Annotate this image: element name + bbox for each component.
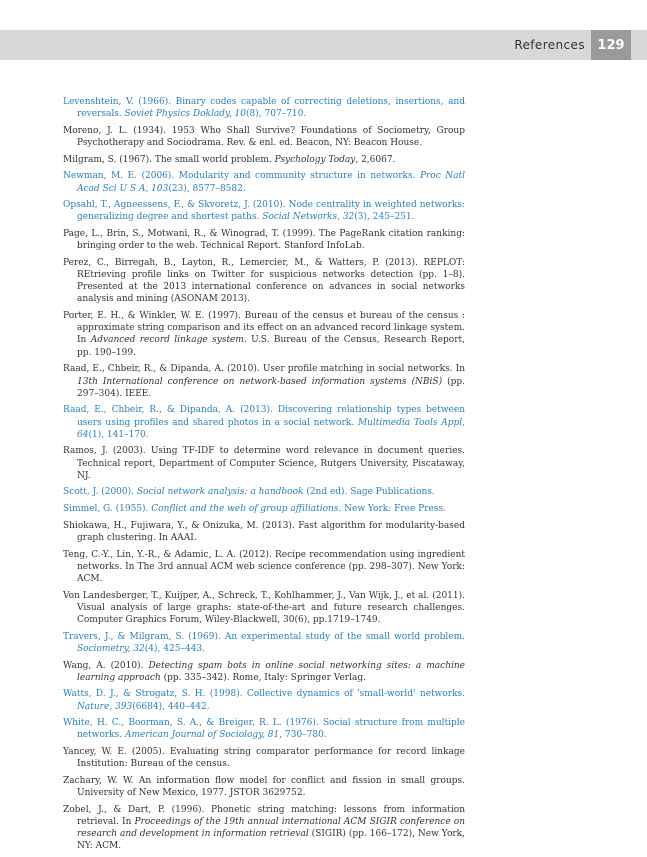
reference-pre-text: Travers, J., & Milgram, S. (1969). An experimental study of the small world problem. — [63, 631, 465, 642]
reference-pre-text: Opsahl, T., Agneessens, F., & Skvoretz, J. (2010). Node centrality in weighted networks: generalizing degree and shortest paths. — [63, 200, 465, 223]
reference-post-text: (8), 707–710. — [246, 109, 307, 120]
reference-entry — [63, 520, 465, 544]
reference-entry — [63, 154, 465, 166]
reference-entry[interactable] — [63, 404, 465, 440]
reference-pre-text: Watts, D. J., & Strogatz, S. H. (1998). Collective dynamics of 'small-world' networks. — [63, 689, 465, 700]
reference-pre-text: White, H. C., Boorman, S. A., & Breiger, R. L. (1976). Social structure from multiple networks. — [63, 718, 465, 741]
reference-post-text: (23), 8577–8582. — [168, 183, 246, 194]
reference-post-text: (SIGIR) (pp. 166–172), New York, NY: ACM. — [77, 829, 465, 852]
reference-pre-text: Levenshtein, V. (1966). Binary codes capable of correcting deletions, insertions, and reversals. — [63, 97, 465, 120]
reference-em-text: American Journal of Sociology, 81 — [124, 730, 280, 741]
reference-entry — [63, 257, 465, 306]
reference-post-text: (1), 141–170. — [88, 429, 149, 440]
reference-entry[interactable] — [63, 717, 465, 741]
running-title: References — [514, 38, 585, 52]
reference-entry[interactable] — [63, 199, 465, 223]
reference-entry[interactable] — [63, 170, 465, 194]
reference-pre-text: Zachary, W. W. An information flow model for conflict and fission in small groups. University of New Mexico, 1977. JSTOR 3629752. — [63, 775, 465, 799]
reference-pre-text: Zobel, J., & Dart, P. (1996). Phonetic string matching: lessons from information retrieval. In — [63, 804, 465, 827]
reference-post-text: (6684), 440–442. — [132, 701, 210, 712]
reference-entry[interactable] — [63, 631, 465, 655]
reference-pre-text: Newman, M. E. (2006). Modularity and community structure in networks. — [63, 171, 420, 182]
reference-entry[interactable] — [63, 96, 465, 120]
reference-entry — [63, 549, 465, 585]
reference-em-text: Detecting spam bots in online social networking sites: a machine learning approach — [77, 660, 465, 683]
reference-em-text: Conflict and the web of group affiliations — [151, 504, 339, 515]
reference-em-text: Multimedia Tools Appl, 64 — [77, 417, 466, 440]
reference-post-text: , 2,6067. — [355, 154, 396, 165]
reference-em-text: Sociometry, 32 — [77, 643, 145, 654]
reference-post-text: (2nd ed). Sage Publications. — [303, 487, 435, 498]
page-number: 129 — [591, 30, 631, 60]
reference-list — [63, 96, 465, 857]
reference-entry — [63, 228, 465, 252]
reference-pre-text: Raad, E., Chbeir, R., & Dipanda, A. (2013). Discovering relationship types between users using profiles and shared photos in a social network. — [63, 405, 465, 428]
reference-entry[interactable] — [63, 688, 465, 712]
reference-entry — [63, 746, 465, 770]
reference-post-text: (4), 425–443. — [144, 643, 205, 654]
reference-post-text: (3), 245–251. — [354, 212, 415, 223]
reference-pre-text: Wang, A. (2010). — [63, 660, 149, 671]
reference-em-text: Psychology Today — [274, 154, 356, 165]
reference-entry[interactable] — [63, 486, 465, 498]
reference-pre-text: Moreno, J. L. (1934). 1953 Who Shall Survive? Foundations of Sociometry, Group Psychotherapy and Sociodrama. Rev. & enl. ed. Beacon, NY: Beacon House. — [63, 125, 465, 149]
reference-pre-text: Simmel, G. (1955). — [63, 504, 152, 515]
reference-pre-text: Perez, C., Birregah, B., Layton, R., Lemercier, M., & Watters, P. (2013). REPLOT: REtrieving profile links on Twitter for suspicious networks detection (pp. 1–8). Presented at the 2013 international conference on advances in social networks analysis and mining (ASONAM 2013). — [63, 258, 465, 305]
reference-entry — [63, 590, 465, 626]
reference-pre-text: Yancey, W. E. (2005). Evaluating string comparator performance for record linkage Institution: Bureau of the census. — [63, 747, 465, 770]
reference-post-text: . New York: Free Press. — [338, 504, 446, 515]
reference-pre-text: Page, L., Brin, S., Motwani, R., & Winograd, T. (1999). The PageRank citation ranking: bringing order to the web. Technical Report. Stanford InfoLab. — [63, 229, 465, 252]
reference-em-text: Advanced record linkage system — [90, 335, 244, 346]
reference-pre-text: Teng, C.-Y., Lin, Y.-R., & Adamic, L. A. (2012). Recipe recommendation using ingredient networks. In The 3rd annual ACM web science conference (pp. 298–307). New York: ACM. — [63, 549, 465, 584]
reference-entry — [63, 804, 465, 853]
reference-entry — [63, 775, 465, 799]
reference-pre-text: Von Landesberger, T., Kuijper, A., Schreck, T., Kohlhammer, J., Van Wijk, J., et al. (2011). Visual analysis of large graphs: state-of-the-art and future research challenges. Computer Graphics Forum, Wiley-Blackwell, 30(6), pp.1719–1749. — [63, 590, 465, 625]
reference-pre-text: Milgram, S. (1967). The small world problem. — [63, 154, 275, 165]
reference-em-text: Nature, 393 — [77, 701, 133, 712]
reference-post-text: (pp. 297–304). IEEE. — [77, 376, 465, 399]
reference-entry — [63, 363, 465, 399]
reference-pre-text: Porter, E. H., & Winkler, W. E. (1997). Bureau of the census et bureau of the census : approximate string comparison and its effect on an advanced record linkage system. In — [63, 311, 465, 346]
reference-post-text: . U.S. Bureau of the Census, Research Report, pp. 190–199. — [77, 335, 465, 358]
reference-em-text: 13th International conference on network-based information systems (NBiS) — [77, 376, 443, 387]
reference-pre-text: Ramos, J. (2003). Using TF-IDF to determine word relevance in document queries. Technical report, Department of Computer Science, Rutgers University, Piscataway, NJ. — [63, 446, 465, 481]
reference-entry[interactable] — [63, 503, 465, 515]
reference-entry — [63, 310, 465, 359]
reference-em-text: Soviet Physics Doklady, 10 — [124, 109, 247, 120]
reference-em-text: Proc Natl Acad Sci U S A, 103 — [77, 171, 465, 194]
reference-post-text: , 730–780. — [279, 730, 327, 741]
reference-pre-text: Raad, E., Chbeir, R., & Dipanda, A. (2010). User profile matching in social networks. In — [63, 364, 465, 375]
reference-em-text: Proceedings of the 19th annual international ACM SIGIR conference on research and development in information retrieval — [77, 817, 466, 840]
reference-post-text: (pp. 335–342). Rome, Italy: Springer Verlag. — [160, 672, 366, 683]
reference-entry — [63, 125, 465, 149]
reference-entry — [63, 660, 465, 684]
reference-pre-text: Scott, J. (2000). — [63, 487, 137, 498]
reference-pre-text: Shiokawa, H., Fujiwara, Y., & Onizuka, M. (2013). Fast algorithm for modularity-based graph clustering. In AAAI. — [63, 520, 465, 543]
reference-em-text: Social network analysis: a handbook — [136, 487, 304, 498]
reference-entry — [63, 445, 465, 481]
reference-em-text: Social Networks, 32 — [262, 212, 355, 223]
